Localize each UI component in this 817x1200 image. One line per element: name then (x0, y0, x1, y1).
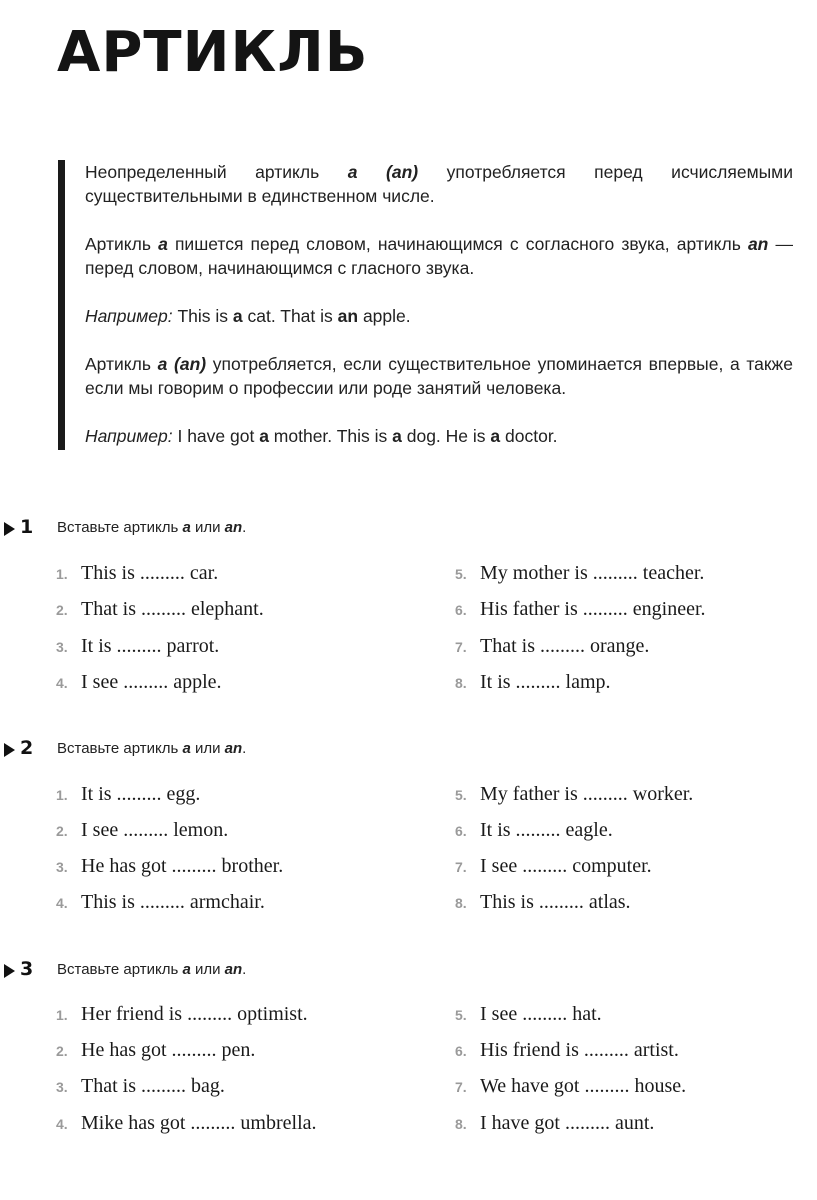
exercise-item (56, 783, 200, 811)
item-sentence: This is ......... car. (81, 562, 219, 584)
item-number: 3. (56, 639, 68, 655)
item-number: 4. (56, 1116, 68, 1132)
article-term: a (an) (157, 354, 207, 374)
example-label: Например: (85, 426, 173, 446)
item-sentence: My father is ......... worker. (480, 783, 694, 805)
item-sentence: This is ......... armchair. (81, 891, 265, 913)
item-sentence: I see ......... hat. (480, 1003, 602, 1025)
exercise-item (56, 671, 222, 699)
exercise-number: 3 (20, 958, 34, 980)
example-article: an (337, 306, 359, 326)
item-number: 1. (56, 566, 68, 582)
rule-example-2 (85, 424, 793, 448)
instruction-article: an (224, 740, 243, 757)
instruction-text: или (190, 740, 225, 757)
item-sentence: His friend is ......... artist. (480, 1039, 679, 1061)
instruction-article: a (182, 519, 191, 536)
example-text: doctor. (500, 426, 558, 446)
item-number: 8. (455, 675, 467, 691)
page-title: АРТИКЛЬ (57, 20, 369, 85)
item-number: 4. (56, 895, 68, 911)
item-sentence: He has got ......... pen. (81, 1039, 256, 1061)
article-term: a (158, 234, 168, 254)
item-sentence: It is ......... egg. (81, 783, 201, 805)
rule-box (58, 160, 793, 450)
item-number: 7. (455, 859, 467, 875)
exercise-instruction (57, 740, 246, 757)
item-sentence: Her friend is ......... optimist. (81, 1003, 308, 1025)
exercise-item (56, 562, 218, 590)
instruction-article: an (224, 961, 243, 978)
item-sentence: Mike has got ......... umbrella. (81, 1112, 317, 1134)
item-number: 7. (455, 1079, 467, 1095)
exercise-item (56, 1039, 255, 1067)
exercise-item (455, 783, 693, 811)
item-sentence: We have got ......... house. (480, 1075, 687, 1097)
exercise-item (455, 671, 611, 699)
exercise-item (455, 598, 706, 626)
item-number: 7. (455, 639, 467, 655)
item-number: 2. (56, 823, 68, 839)
rule-text-span: — перед словом, начинающимся с гласного звука. (85, 234, 793, 278)
item-number: 6. (455, 1043, 467, 1059)
item-number: 5. (455, 1007, 467, 1023)
rule-text (85, 160, 793, 472)
exercise-item (56, 635, 219, 663)
instruction-text: или (190, 519, 225, 536)
item-number: 4. (56, 675, 68, 691)
exercise-item (56, 891, 265, 919)
instruction-article: a (182, 961, 191, 978)
exercise-item (455, 1075, 686, 1103)
item-number: 8. (455, 895, 467, 911)
item-number: 2. (56, 1043, 68, 1059)
example-article: a (392, 426, 402, 446)
example-text: dog. He is (401, 426, 491, 446)
exercise-instruction (57, 961, 246, 978)
item-sentence: I see ......... apple. (81, 671, 222, 693)
play-arrow-icon (4, 743, 15, 757)
exercise-item (56, 598, 264, 626)
item-sentence: It is ......... eagle. (480, 819, 613, 841)
item-sentence: My mother is ......... teacher. (480, 562, 705, 584)
instruction-article: a (182, 740, 191, 757)
item-number: 3. (56, 1079, 68, 1095)
example-label: Например: (85, 306, 173, 326)
rule-text-span: Артикль (85, 354, 158, 374)
example-text: mother. This is (268, 426, 393, 446)
article-term: an (747, 234, 769, 254)
item-number: 6. (455, 602, 467, 618)
item-sentence: His father is ......... engineer. (480, 598, 706, 620)
rule-paragraph-3 (85, 352, 793, 400)
item-number: 3. (56, 859, 68, 875)
article-term: a (an) (347, 162, 419, 182)
exercise-item (455, 819, 613, 847)
item-number: 1. (56, 1007, 68, 1023)
item-sentence: That is ......... orange. (480, 635, 650, 657)
instruction-text: Вставьте артикль (57, 519, 183, 536)
example-article: a (232, 306, 243, 326)
rule-text-span: употребляется перед исчисляемыми существительными в единственном числе. (85, 162, 793, 206)
item-sentence: That is ......... bag. (81, 1075, 225, 1097)
exercise-item (56, 1112, 317, 1140)
item-number: 1. (56, 787, 68, 803)
play-arrow-icon (4, 964, 15, 978)
exercise-item (455, 891, 631, 919)
example-text: This is (172, 306, 233, 326)
exercise-item (56, 1075, 225, 1103)
rule-text-span: употребляется, если существительное упоминается впервые, а также если мы говорим о профессии или роде занятий человека. (85, 354, 793, 398)
item-sentence: This is ......... atlas. (480, 891, 631, 913)
exercise-item (455, 1039, 679, 1067)
item-sentence: He has got ......... brother. (81, 855, 284, 877)
item-number: 5. (455, 566, 467, 582)
instruction-text: Вставьте артикль (57, 740, 183, 757)
instruction-text: . (242, 519, 247, 536)
item-number: 2. (56, 602, 68, 618)
play-arrow-icon (4, 522, 15, 536)
rule-text-span: пишется перед словом, начинающимся с согласного звука, артикль (167, 234, 748, 254)
rule-paragraph-1 (85, 160, 793, 208)
instruction-text: или (190, 961, 225, 978)
item-sentence: I have got ......... aunt. (480, 1112, 655, 1134)
exercise-item (455, 562, 704, 590)
exercise-item (56, 1003, 308, 1031)
exercise-item (455, 635, 649, 663)
instruction-article: an (224, 519, 243, 536)
instruction-text: . (242, 740, 247, 757)
exercise-item (455, 855, 652, 883)
exercise-number: 2 (20, 737, 34, 759)
item-sentence: I see ......... lemon. (81, 819, 229, 841)
item-sentence: I see ......... computer. (480, 855, 652, 877)
item-number: 5. (455, 787, 467, 803)
rule-paragraph-2 (85, 232, 793, 280)
instruction-text: . (242, 961, 247, 978)
example-article: a (490, 426, 501, 446)
instruction-text: Вставьте артикль (57, 961, 183, 978)
item-sentence: That is ......... elephant. (81, 598, 264, 620)
exercise-item (56, 855, 283, 883)
example-text: I have got (172, 426, 260, 446)
exercise-item (455, 1112, 654, 1140)
exercise-number: 1 (20, 516, 34, 538)
rule-text-span: Неопределенный артикль (85, 162, 348, 182)
rule-example-1 (85, 304, 793, 328)
rule-text-span: Артикль (85, 234, 159, 254)
exercise-instruction (57, 519, 246, 536)
item-sentence: It is ......... parrot. (81, 635, 220, 657)
rule-accent-bar (58, 160, 65, 450)
exercise-item (455, 1003, 602, 1031)
example-text: cat. That is (242, 306, 338, 326)
item-number: 6. (455, 823, 467, 839)
example-article: a (259, 426, 269, 446)
item-number: 8. (455, 1116, 467, 1132)
item-sentence: It is ......... lamp. (480, 671, 611, 693)
exercise-item (56, 819, 228, 847)
example-text: apple. (358, 306, 411, 326)
